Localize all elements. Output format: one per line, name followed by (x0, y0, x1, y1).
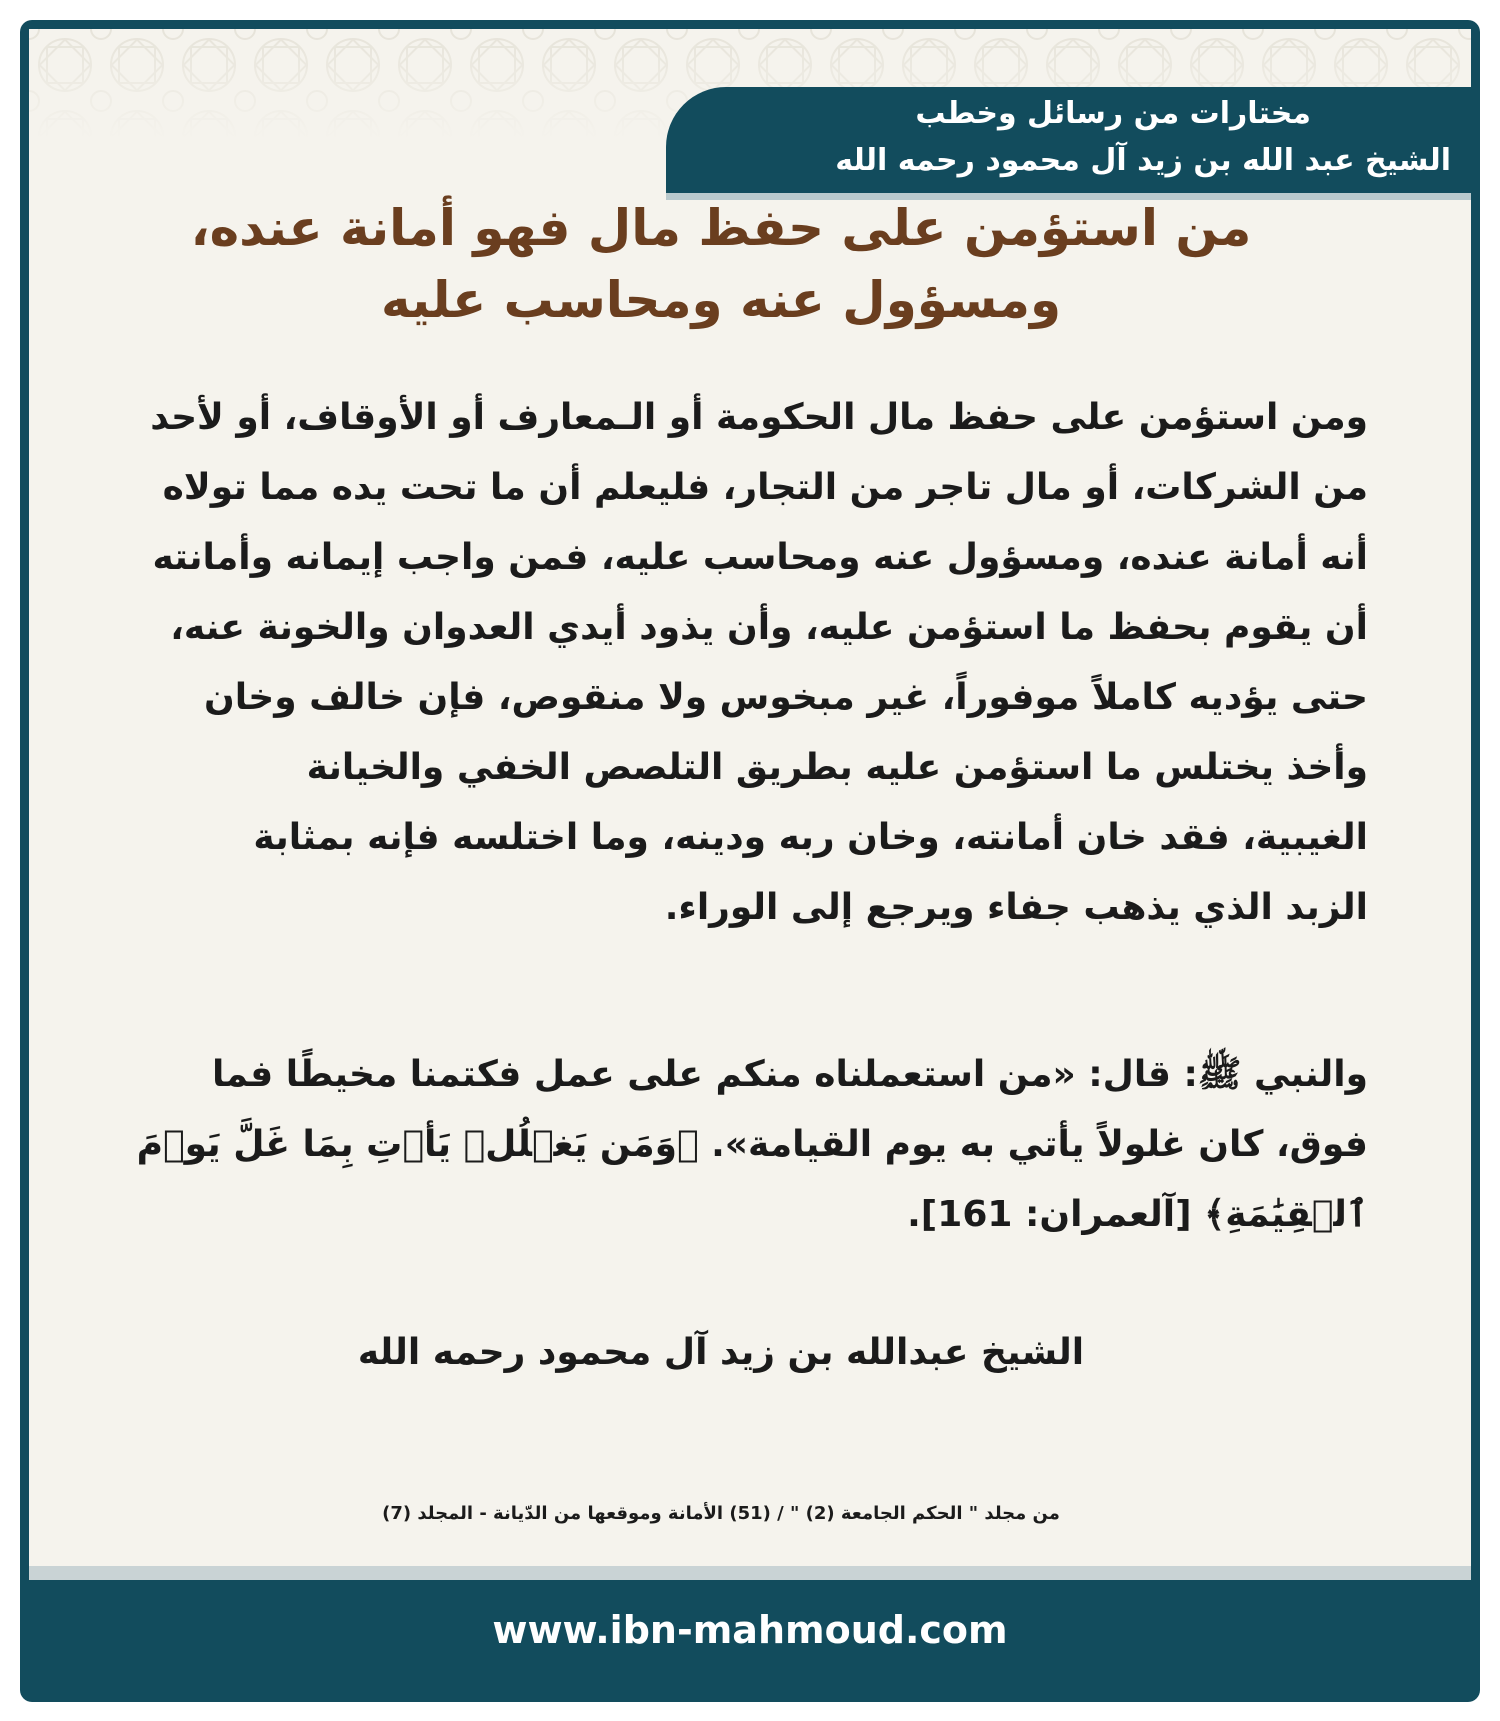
paragraph-line: الغيبية، فقد خان أمانته، وخان ربه ودينه، وما اختلسه فإنه بمثابة (253, 817, 1368, 858)
paragraph-1 (110, 383, 1368, 943)
title-line-2: ومسؤول عنه ومحاسب عليه (380, 271, 1062, 329)
website-link[interactable]: www.ibn-mahmoud.com (492, 1608, 1008, 1652)
signature: الشيخ عبدالله بن زيد آل محمود رحمه الله (357, 1332, 1085, 1373)
header-banner (666, 87, 1471, 193)
paragraph-line: حتى يؤديه كاملاً موفوراً، غير مبخوس ولا منقوص، فإن خالف وخان (204, 677, 1368, 718)
card-bottom-strip (29, 1566, 1471, 1580)
source-citation: من مجلد " الحكم الجامعة (2) " / (51) الأمانة وموقعها من الدّيانة - المجلد (7) (382, 1503, 1060, 1524)
header-author: الشيخ عبد الله بن زيد آل محمود رحمه الله (835, 143, 1451, 178)
paragraph-line: فوق، كان غلولاً يأتي به يوم القيامة». ﴿وَمَن يَغۡلُلۡ يَأۡتِ بِمَا غَلَّ يَوۡمَ (136, 1124, 1368, 1165)
paragraph-line: والنبي ﷺ: قال: «من استعملناه منكم على عمل فكتمنا مخيطًا فما (212, 1054, 1368, 1095)
article-title (90, 192, 1352, 336)
paragraph-line: أنه أمانة عنده، ومسؤول عنه ومحاسب عليه، فمن واجب إيمانه وأمانته (152, 537, 1368, 578)
paragraph-line: من الشركات، أو مال تاجر من التجار، فليعلم أن ما تحت يده مما تولاه (162, 467, 1368, 508)
title-line-1: من استؤمن على حفظ مال فهو أمانة عنده، (190, 199, 1252, 257)
paragraph-line: أن يقوم بحفظ ما استؤمن عليه، وأن يذود أيدي العدوان والخونة عنه، (170, 607, 1368, 648)
paragraph-line: ومن استؤمن على حفظ مال الحكومة أو الـمعارف أو الأوقاف، أو لأحد (150, 397, 1368, 438)
paragraph-2 (110, 1040, 1368, 1250)
paragraph-line: الزبد الذي يذهب جفاء ويرجع إلى الوراء. (664, 887, 1368, 928)
header-subtitle: مختارات من رسائل وخطب (915, 96, 1311, 131)
paragraph-line: ٱلۡقِيَٰمَةِ﴾ [آلعمران: 161]. (907, 1194, 1368, 1235)
paragraph-line: وأخذ يختلس ما استؤمن عليه بطريق التلصص الخفي والخيانة (306, 747, 1368, 788)
